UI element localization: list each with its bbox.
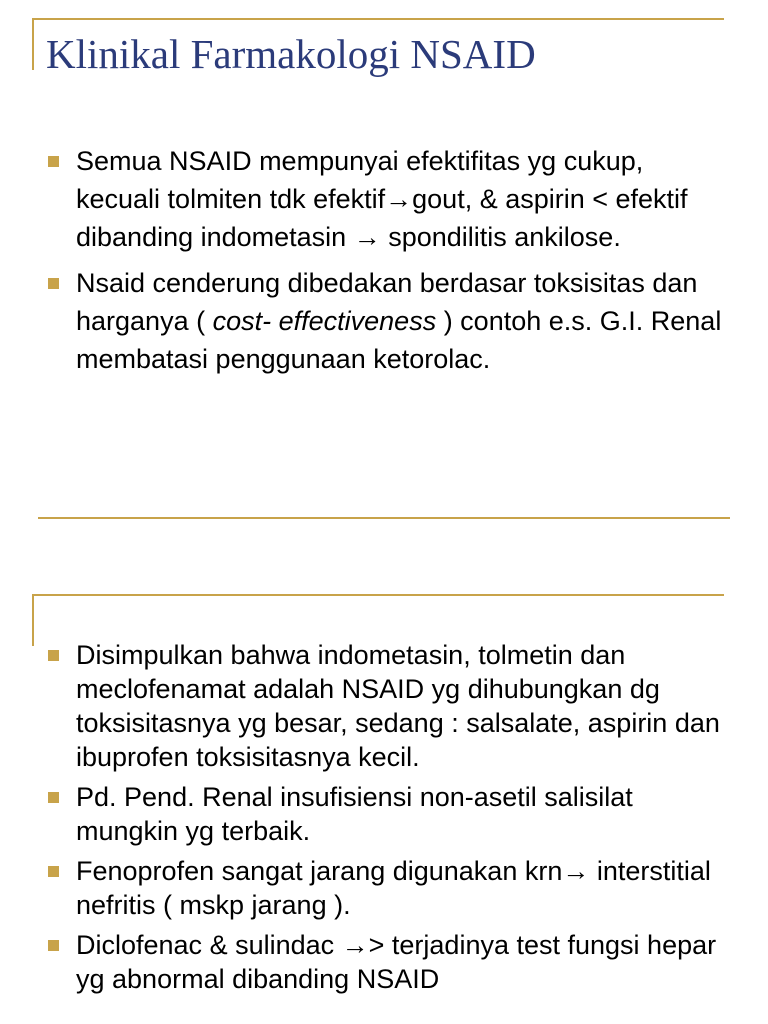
bullet-text: Diclofenac & sulindac →> terjadinya test fungsi hepar yg abnormal dibanding NSAID <box>76 930 717 994</box>
bullet-item <box>46 638 728 774</box>
bullet-item <box>46 264 728 378</box>
slide-2 <box>0 590 768 1024</box>
bullet-item <box>46 142 728 256</box>
bullet-item <box>46 780 728 848</box>
square-bullet-icon <box>48 940 59 951</box>
bullet-list <box>46 142 728 386</box>
square-bullet-icon <box>48 866 59 877</box>
bullet-item <box>46 928 728 996</box>
slide-frame-left-line <box>32 18 34 70</box>
bullet-text: Pd. Pend. Renal insufisiensi non-asetil salisilat mungkin yg terbaik. <box>76 782 633 846</box>
square-bullet-icon <box>48 650 59 661</box>
bullet-text-italic: cost- effectiveness <box>212 306 437 336</box>
slide-title: Klinikal Farmakologi NSAID <box>46 31 536 77</box>
bullet-text-end: ) contoh e.s. G.I. Renal membatasi penggunaan ketorolac. <box>76 306 722 374</box>
bullet-text-start: Nsaid cenderung dibedakan berdasar toksisitas dan harganya ( <box>76 268 698 336</box>
slide-frame-top-line <box>32 594 724 596</box>
square-bullet-icon <box>48 278 59 289</box>
slide-frame-top-line <box>32 18 724 20</box>
square-bullet-icon <box>48 156 59 167</box>
bullet-text: Fenoprofen sangat jarang digunakan krn→ interstitial nefritis ( mskp jarang ). <box>76 856 711 920</box>
bullet-text: Disimpulkan bahwa indometasin, tolmetin dan meclofenamat adalah NSAID yg dihubungkan dg toksisitasnya yg besar, sedang : salsalate, aspirin dan ibuprofen toksisitasnya kecil. <box>76 640 720 772</box>
slide-frame-left-line <box>32 594 34 646</box>
bullet-text: Semua NSAID mempunyai efektifitas yg cukup, kecuali tolmiten tdk efektif→gout, & aspirin < efektif dibanding indometasin → spondilitis ankilose. <box>76 146 688 252</box>
square-bullet-icon <box>48 792 59 803</box>
slide-divider <box>38 517 730 519</box>
bullet-item <box>46 854 728 922</box>
bullet-list <box>46 638 728 1002</box>
